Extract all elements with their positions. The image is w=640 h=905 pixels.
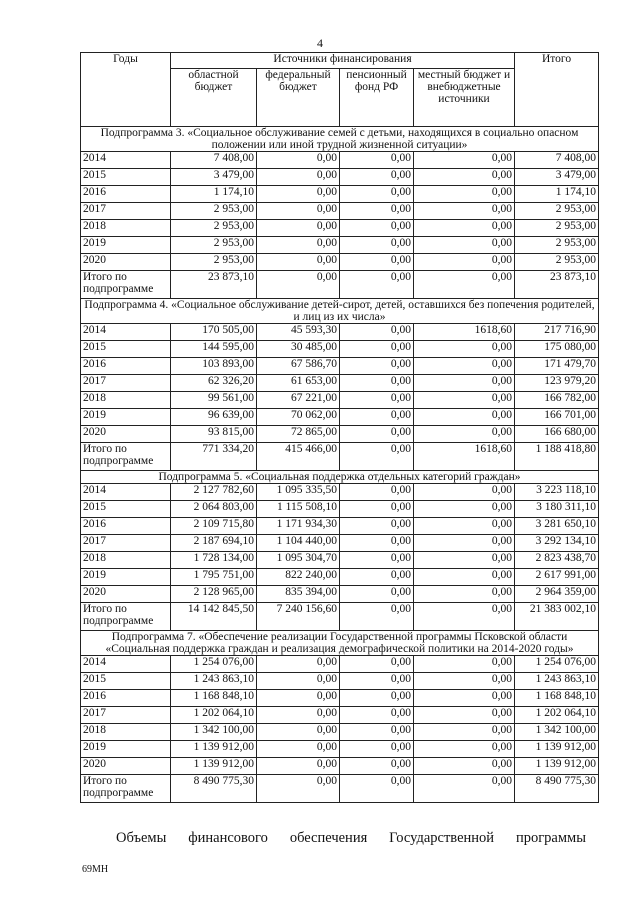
footer-code: 69МН (82, 864, 109, 875)
total-cell: 171 479,70 (515, 358, 599, 375)
pension-fund-cell: 0,00 (340, 535, 414, 552)
pension-fund-cell: 0,00 (340, 758, 414, 775)
table-row (81, 673, 599, 690)
pension-fund-cell: 0,00 (340, 484, 414, 501)
total-cell: 1 174,10 (515, 186, 599, 203)
total-cell: 1 202 064,10 (515, 707, 599, 724)
table-row (81, 569, 599, 586)
total-cell: 1 254 076,00 (515, 656, 599, 673)
total-cell: 3 292 134,10 (515, 535, 599, 552)
total-cell: 1 168 848,10 (515, 690, 599, 707)
local-budget-cell: 0,00 (414, 392, 515, 409)
pension-fund-total-cell: 0,00 (340, 603, 414, 631)
federal-budget-cell: 0,00 (257, 673, 340, 690)
local-budget-cell: 0,00 (414, 152, 515, 169)
pension-fund-cell: 0,00 (340, 501, 414, 518)
regional-budget-cell: 1 139 912,00 (171, 741, 257, 758)
total-total-cell: 21 383 002,10 (515, 603, 599, 631)
year-cell: 2014 (81, 152, 171, 169)
regional-budget-total-cell: 8 490 775,30 (171, 775, 257, 803)
table-row (81, 375, 599, 392)
total-cell: 2 953,00 (515, 237, 599, 254)
regional-budget-cell: 3 479,00 (171, 169, 257, 186)
table-row (81, 535, 599, 552)
local-budget-cell: 0,00 (414, 186, 515, 203)
table-row (81, 707, 599, 724)
local-budget-cell: 0,00 (414, 203, 515, 220)
total-row (81, 271, 599, 299)
local-budget-cell: 0,00 (414, 741, 515, 758)
total-total-cell: 23 873,10 (515, 271, 599, 299)
table-row (81, 186, 599, 203)
local-budget-total-cell: 0,00 (414, 775, 515, 803)
year-cell: 2017 (81, 535, 171, 552)
local-budget-cell: 1618,60 (414, 324, 515, 341)
local-budget-total-cell: 0,00 (414, 603, 515, 631)
closing-word: программы (515, 830, 586, 846)
closing-word: Объемы (116, 830, 167, 846)
federal-budget-cell: 0,00 (257, 724, 340, 741)
regional-budget-cell: 1 254 076,00 (171, 656, 257, 673)
regional-budget-cell: 1 795 751,00 (171, 569, 257, 586)
total-row (81, 775, 599, 803)
total-cell: 2 823 438,70 (515, 552, 599, 569)
federal-budget-cell: 1 171 934,30 (257, 518, 340, 535)
year-cell: 2019 (81, 741, 171, 758)
pension-fund-cell: 0,00 (340, 392, 414, 409)
regional-budget-cell: 1 174,10 (171, 186, 257, 203)
financing-table (80, 52, 599, 803)
local-budget-cell: 0,00 (414, 656, 515, 673)
regional-budget-cell: 1 202 064,10 (171, 707, 257, 724)
pension-fund-cell: 0,00 (340, 254, 414, 271)
local-budget-cell: 0,00 (414, 724, 515, 741)
year-cell: 2015 (81, 673, 171, 690)
local-budget-cell: 0,00 (414, 673, 515, 690)
year-cell: 2020 (81, 586, 171, 603)
federal-budget-cell: 70 062,00 (257, 409, 340, 426)
federal-budget-cell: 0,00 (257, 186, 340, 203)
total-cell: 1 243 863,10 (515, 673, 599, 690)
federal-budget-cell: 0,00 (257, 203, 340, 220)
closing-text (116, 830, 586, 847)
table-row (81, 724, 599, 741)
total-cell: 7 408,00 (515, 152, 599, 169)
regional-budget-cell: 96 639,00 (171, 409, 257, 426)
federal-budget-cell: 835 394,00 (257, 586, 340, 603)
regional-budget-cell: 2 187 694,10 (171, 535, 257, 552)
table-body (81, 127, 599, 803)
federal-budget-cell: 67 221,00 (257, 392, 340, 409)
closing-word: обеспечения (289, 830, 368, 846)
local-budget-cell: 0,00 (414, 341, 515, 358)
local-budget-cell: 0,00 (414, 707, 515, 724)
pension-fund-cell: 0,00 (340, 220, 414, 237)
year-cell: 2017 (81, 203, 171, 220)
table-row (81, 586, 599, 603)
total-cell: 3 479,00 (515, 169, 599, 186)
total-row (81, 443, 599, 471)
header-local-budget: местный бюджет и внебюджетные источники (414, 69, 515, 127)
pension-fund-cell: 0,00 (340, 586, 414, 603)
pension-fund-cell: 0,00 (340, 186, 414, 203)
header-sources: Источники финансирования (171, 53, 515, 69)
table-row (81, 169, 599, 186)
regional-budget-cell: 2 953,00 (171, 254, 257, 271)
regional-budget-total-cell: 771 334,20 (171, 443, 257, 471)
local-budget-cell: 0,00 (414, 552, 515, 569)
regional-budget-cell: 7 408,00 (171, 152, 257, 169)
regional-budget-cell: 1 728 134,00 (171, 552, 257, 569)
federal-budget-total-cell: 415 466,00 (257, 443, 340, 471)
total-cell: 1 139 912,00 (515, 758, 599, 775)
pension-fund-total-cell: 0,00 (340, 775, 414, 803)
regional-budget-cell: 1 139 912,00 (171, 758, 257, 775)
table-row (81, 341, 599, 358)
header-years: Годы (81, 53, 171, 127)
total-cell: 2 617 991,00 (515, 569, 599, 586)
table-row (81, 518, 599, 535)
local-budget-cell: 0,00 (414, 375, 515, 392)
federal-budget-cell: 0,00 (257, 152, 340, 169)
subprogram-title: Подпрограмма 3. «Социальное обслуживание семей с детьми, находящихся в социально опасном положении или иной трудной жизненной ситуации» (81, 127, 599, 152)
year-cell: 2015 (81, 341, 171, 358)
closing-word: Государственной (389, 830, 495, 846)
pension-fund-cell: 0,00 (340, 341, 414, 358)
pension-fund-total-cell: 0,00 (340, 443, 414, 471)
pension-fund-cell: 0,00 (340, 426, 414, 443)
total-label: Итого по подпрограмме (81, 603, 171, 631)
regional-budget-cell: 2 128 965,00 (171, 586, 257, 603)
total-label: Итого по подпрограмме (81, 775, 171, 803)
table-row (81, 392, 599, 409)
federal-budget-cell: 1 095 304,70 (257, 552, 340, 569)
total-cell: 123 979,20 (515, 375, 599, 392)
total-cell: 3 180 311,10 (515, 501, 599, 518)
page-number: 4 (317, 36, 323, 50)
table-row (81, 152, 599, 169)
federal-budget-cell: 0,00 (257, 758, 340, 775)
pension-fund-cell: 0,00 (340, 169, 414, 186)
table-row (81, 501, 599, 518)
pension-fund-cell: 0,00 (340, 375, 414, 392)
pension-fund-cell: 0,00 (340, 552, 414, 569)
local-budget-cell: 0,00 (414, 254, 515, 271)
pension-fund-cell: 0,00 (340, 690, 414, 707)
regional-budget-cell: 2 127 782,60 (171, 484, 257, 501)
pension-fund-cell: 0,00 (340, 707, 414, 724)
pension-fund-cell: 0,00 (340, 324, 414, 341)
total-cell: 3 223 118,10 (515, 484, 599, 501)
local-budget-cell: 0,00 (414, 409, 515, 426)
year-cell: 2019 (81, 409, 171, 426)
regional-budget-cell: 2 953,00 (171, 203, 257, 220)
total-cell: 2 953,00 (515, 220, 599, 237)
table-row (81, 324, 599, 341)
year-cell: 2016 (81, 690, 171, 707)
header-federal-budget: федеральный бюджет (257, 69, 340, 127)
table-row (81, 237, 599, 254)
total-cell: 3 281 650,10 (515, 518, 599, 535)
total-cell: 166 701,00 (515, 409, 599, 426)
header-regional-budget: областной бюджет (171, 69, 257, 127)
federal-budget-cell: 0,00 (257, 169, 340, 186)
total-cell: 2 953,00 (515, 203, 599, 220)
federal-budget-cell: 0,00 (257, 220, 340, 237)
federal-budget-cell: 45 593,30 (257, 324, 340, 341)
federal-budget-total-cell: 7 240 156,60 (257, 603, 340, 631)
year-cell: 2018 (81, 552, 171, 569)
regional-budget-cell: 2 109 715,80 (171, 518, 257, 535)
table-row (81, 254, 599, 271)
local-budget-cell: 0,00 (414, 586, 515, 603)
federal-budget-cell: 0,00 (257, 707, 340, 724)
regional-budget-cell: 2 953,00 (171, 220, 257, 237)
pension-fund-cell: 0,00 (340, 203, 414, 220)
local-budget-cell: 0,00 (414, 569, 515, 586)
year-cell: 2016 (81, 358, 171, 375)
regional-budget-cell: 1 243 863,10 (171, 673, 257, 690)
total-cell: 217 716,90 (515, 324, 599, 341)
year-cell: 2019 (81, 237, 171, 254)
year-cell: 2018 (81, 724, 171, 741)
local-budget-cell: 0,00 (414, 169, 515, 186)
pension-fund-cell: 0,00 (340, 152, 414, 169)
federal-budget-cell: 1 115 508,10 (257, 501, 340, 518)
year-cell: 2020 (81, 758, 171, 775)
regional-budget-cell: 170 505,00 (171, 324, 257, 341)
pension-fund-cell: 0,00 (340, 724, 414, 741)
header-total: Итого (515, 53, 599, 127)
total-cell: 1 342 100,00 (515, 724, 599, 741)
local-budget-cell: 0,00 (414, 358, 515, 375)
total-cell: 166 782,00 (515, 392, 599, 409)
table-row (81, 203, 599, 220)
local-budget-cell: 0,00 (414, 535, 515, 552)
total-cell: 1 139 912,00 (515, 741, 599, 758)
year-cell: 2018 (81, 220, 171, 237)
table-row (81, 758, 599, 775)
subprogram-title: Подпрограмма 5. «Социальная поддержка отдельных категорий граждан» (81, 471, 599, 484)
total-cell: 2 953,00 (515, 254, 599, 271)
federal-budget-cell: 0,00 (257, 656, 340, 673)
local-budget-cell: 0,00 (414, 220, 515, 237)
total-cell: 175 080,00 (515, 341, 599, 358)
regional-budget-total-cell: 14 142 845,50 (171, 603, 257, 631)
year-cell: 2014 (81, 324, 171, 341)
table-row (81, 220, 599, 237)
subprogram-title: Подпрограмма 4. «Социальное обслуживание детей-сирот, детей, оставшихся без попечения родителей, и лиц из их числа» (81, 299, 599, 324)
pension-fund-cell: 0,00 (340, 741, 414, 758)
pension-fund-cell: 0,00 (340, 569, 414, 586)
total-label: Итого по подпрограмме (81, 271, 171, 299)
year-cell: 2019 (81, 569, 171, 586)
table-row (81, 358, 599, 375)
federal-budget-total-cell: 0,00 (257, 775, 340, 803)
federal-budget-cell: 72 865,00 (257, 426, 340, 443)
local-budget-cell: 0,00 (414, 518, 515, 535)
table-row (81, 552, 599, 569)
total-row (81, 603, 599, 631)
federal-budget-cell: 30 485,00 (257, 341, 340, 358)
year-cell: 2018 (81, 392, 171, 409)
federal-budget-cell: 822 240,00 (257, 569, 340, 586)
year-cell: 2015 (81, 501, 171, 518)
subprogram-title: Подпрограмма 7. «Обеспечение реализации Государственной программы Псковской области «Социальная поддержка граждан и реализация демографической политики на 2014-2020 годы» (81, 631, 599, 656)
year-cell: 2016 (81, 186, 171, 203)
total-cell: 2 964 359,00 (515, 586, 599, 603)
pension-fund-total-cell: 0,00 (340, 271, 414, 299)
federal-budget-total-cell: 0,00 (257, 271, 340, 299)
federal-budget-cell: 61 653,00 (257, 375, 340, 392)
table-row (81, 690, 599, 707)
total-cell: 166 680,00 (515, 426, 599, 443)
federal-budget-cell: 0,00 (257, 237, 340, 254)
federal-budget-cell: 1 095 335,50 (257, 484, 340, 501)
year-cell: 2017 (81, 375, 171, 392)
regional-budget-cell: 62 326,20 (171, 375, 257, 392)
pension-fund-cell: 0,00 (340, 518, 414, 535)
regional-budget-cell: 1 342 100,00 (171, 724, 257, 741)
table-row (81, 656, 599, 673)
local-budget-cell: 0,00 (414, 758, 515, 775)
year-cell: 2015 (81, 169, 171, 186)
year-cell: 2017 (81, 707, 171, 724)
year-cell: 2016 (81, 518, 171, 535)
federal-budget-cell: 0,00 (257, 741, 340, 758)
regional-budget-cell: 1 168 848,10 (171, 690, 257, 707)
local-budget-cell: 0,00 (414, 426, 515, 443)
year-cell: 2014 (81, 484, 171, 501)
local-budget-cell: 0,00 (414, 690, 515, 707)
table-row (81, 741, 599, 758)
total-total-cell: 1 188 418,80 (515, 443, 599, 471)
local-budget-total-cell: 1618,60 (414, 443, 515, 471)
pension-fund-cell: 0,00 (340, 673, 414, 690)
federal-budget-cell: 1 104 440,00 (257, 535, 340, 552)
pension-fund-cell: 0,00 (340, 358, 414, 375)
local-budget-cell: 0,00 (414, 237, 515, 254)
local-budget-cell: 0,00 (414, 501, 515, 518)
table-row (81, 426, 599, 443)
local-budget-cell: 0,00 (414, 484, 515, 501)
federal-budget-cell: 0,00 (257, 254, 340, 271)
closing-word: финансового (188, 830, 268, 846)
regional-budget-cell: 2 953,00 (171, 237, 257, 254)
regional-budget-cell: 2 064 803,00 (171, 501, 257, 518)
total-total-cell: 8 490 775,30 (515, 775, 599, 803)
year-cell: 2020 (81, 254, 171, 271)
local-budget-total-cell: 0,00 (414, 271, 515, 299)
regional-budget-cell: 144 595,00 (171, 341, 257, 358)
table-row (81, 484, 599, 501)
regional-budget-cell: 99 561,00 (171, 392, 257, 409)
pension-fund-cell: 0,00 (340, 409, 414, 426)
regional-budget-cell: 103 893,00 (171, 358, 257, 375)
year-cell: 2014 (81, 656, 171, 673)
header-pension-fund: пенсионный фонд РФ (340, 69, 414, 127)
regional-budget-total-cell: 23 873,10 (171, 271, 257, 299)
pension-fund-cell: 0,00 (340, 237, 414, 254)
federal-budget-cell: 67 586,70 (257, 358, 340, 375)
table-row (81, 409, 599, 426)
pension-fund-cell: 0,00 (340, 656, 414, 673)
federal-budget-cell: 0,00 (257, 690, 340, 707)
total-label: Итого по подпрограмме (81, 443, 171, 471)
year-cell: 2020 (81, 426, 171, 443)
regional-budget-cell: 93 815,00 (171, 426, 257, 443)
